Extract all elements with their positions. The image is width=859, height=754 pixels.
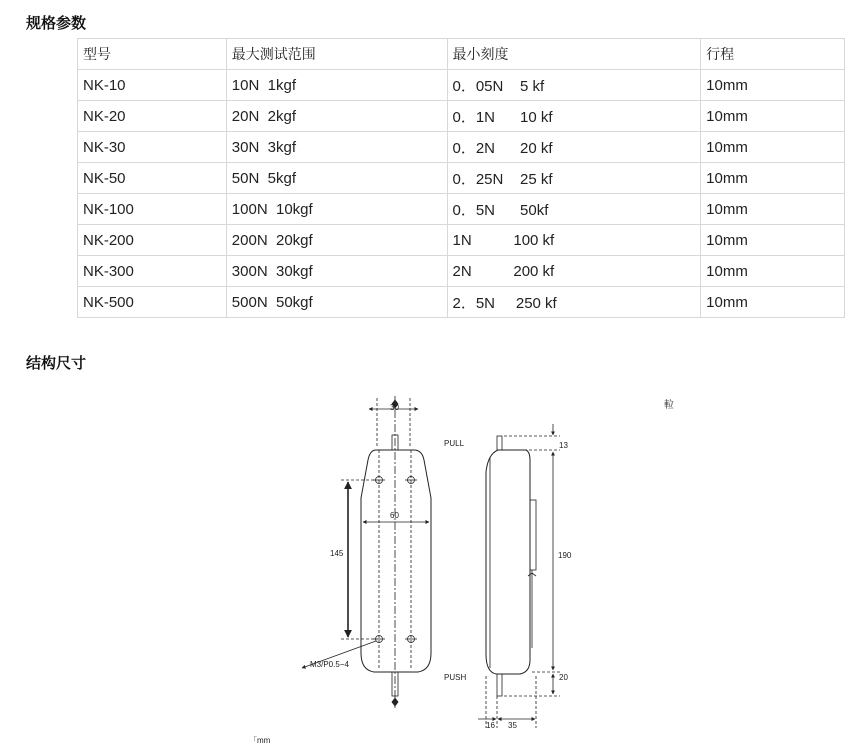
- header-model: 型号: [78, 39, 227, 70]
- table-row: [78, 101, 845, 132]
- side-view: [478, 424, 560, 728]
- cell-min-scale: 2N 200 kf: [447, 256, 701, 287]
- cell-stroke: 10mm: [701, 287, 845, 318]
- cell-stroke: 10mm: [701, 70, 845, 101]
- dimension-drawing: [240, 388, 700, 750]
- table-header-row: [78, 39, 845, 70]
- dim-width-mid: 60: [390, 511, 399, 520]
- dim-top: 13: [559, 441, 568, 450]
- dim-depth-b: 35: [508, 721, 517, 730]
- cell-max-range: 10N 1kgf: [226, 70, 447, 101]
- cell-model: NK-30: [78, 132, 227, 163]
- cell-stroke: 10mm: [701, 132, 845, 163]
- table-row: [78, 287, 845, 318]
- cell-min-scale: 0．5N 50kf: [447, 194, 701, 225]
- structure-section-title: 结构尺寸: [26, 354, 87, 372]
- cell-max-range: 50N 5kgf: [226, 163, 447, 194]
- table-row: [78, 132, 845, 163]
- cell-max-range: 30N 3kgf: [226, 132, 447, 163]
- dim-width-top: 30: [390, 403, 399, 412]
- cell-max-range: 300N 30kgf: [226, 256, 447, 287]
- dim-bottom: 20: [559, 673, 568, 682]
- cell-model: NK-50: [78, 163, 227, 194]
- dim-depth-a: 16: [486, 721, 495, 730]
- table-row: [78, 194, 845, 225]
- cell-model: NK-10: [78, 70, 227, 101]
- cell-min-scale: 0．25N 25 kf: [447, 163, 701, 194]
- cell-model: NK-500: [78, 287, 227, 318]
- table-row: [78, 225, 845, 256]
- cell-model: NK-20: [78, 101, 227, 132]
- thread-label: M3/P0.5−4: [310, 660, 349, 669]
- cell-min-scale: 0．05N 5 kf: [447, 70, 701, 101]
- table-row: [78, 256, 845, 287]
- cell-max-range: 20N 2kgf: [226, 101, 447, 132]
- cell-model: NK-300: [78, 256, 227, 287]
- cell-stroke: 10mm: [701, 256, 845, 287]
- dim-body: 190: [558, 551, 572, 560]
- label-push: PUSH: [444, 673, 467, 682]
- cell-max-range: 500N 50kgf: [226, 287, 447, 318]
- header-max-range: 最大测试范围: [226, 39, 447, 70]
- dim-height-holes: 145: [330, 549, 344, 558]
- spec-section-title: 规格参数: [26, 14, 87, 32]
- table-row: [78, 163, 845, 194]
- header-stroke: 行程: [701, 39, 845, 70]
- cell-max-range: 200N 20kgf: [226, 225, 447, 256]
- cell-stroke: 10mm: [701, 194, 845, 225]
- spec-table: [77, 38, 845, 318]
- cell-stroke: 10mm: [701, 101, 845, 132]
- cell-stroke: 10mm: [701, 163, 845, 194]
- cell-max-range: 100N 10kgf: [226, 194, 447, 225]
- header-min-scale: 最小刻度: [447, 39, 701, 70]
- cell-min-scale: 0．1N 10 kf: [447, 101, 701, 132]
- cell-min-scale: 2．5N 250 kf: [447, 287, 701, 318]
- cell-model: NK-200: [78, 225, 227, 256]
- table-row: [78, 70, 845, 101]
- cell-stroke: 10mm: [701, 225, 845, 256]
- cell-min-scale: 0．2N 20 kf: [447, 132, 701, 163]
- cell-min-scale: 1N 100 kf: [447, 225, 701, 256]
- unit-label: 「mm: [249, 736, 271, 745]
- label-pull: PULL: [444, 439, 465, 448]
- cell-model: NK-100: [78, 194, 227, 225]
- side-label: 𨋢: [664, 400, 674, 411]
